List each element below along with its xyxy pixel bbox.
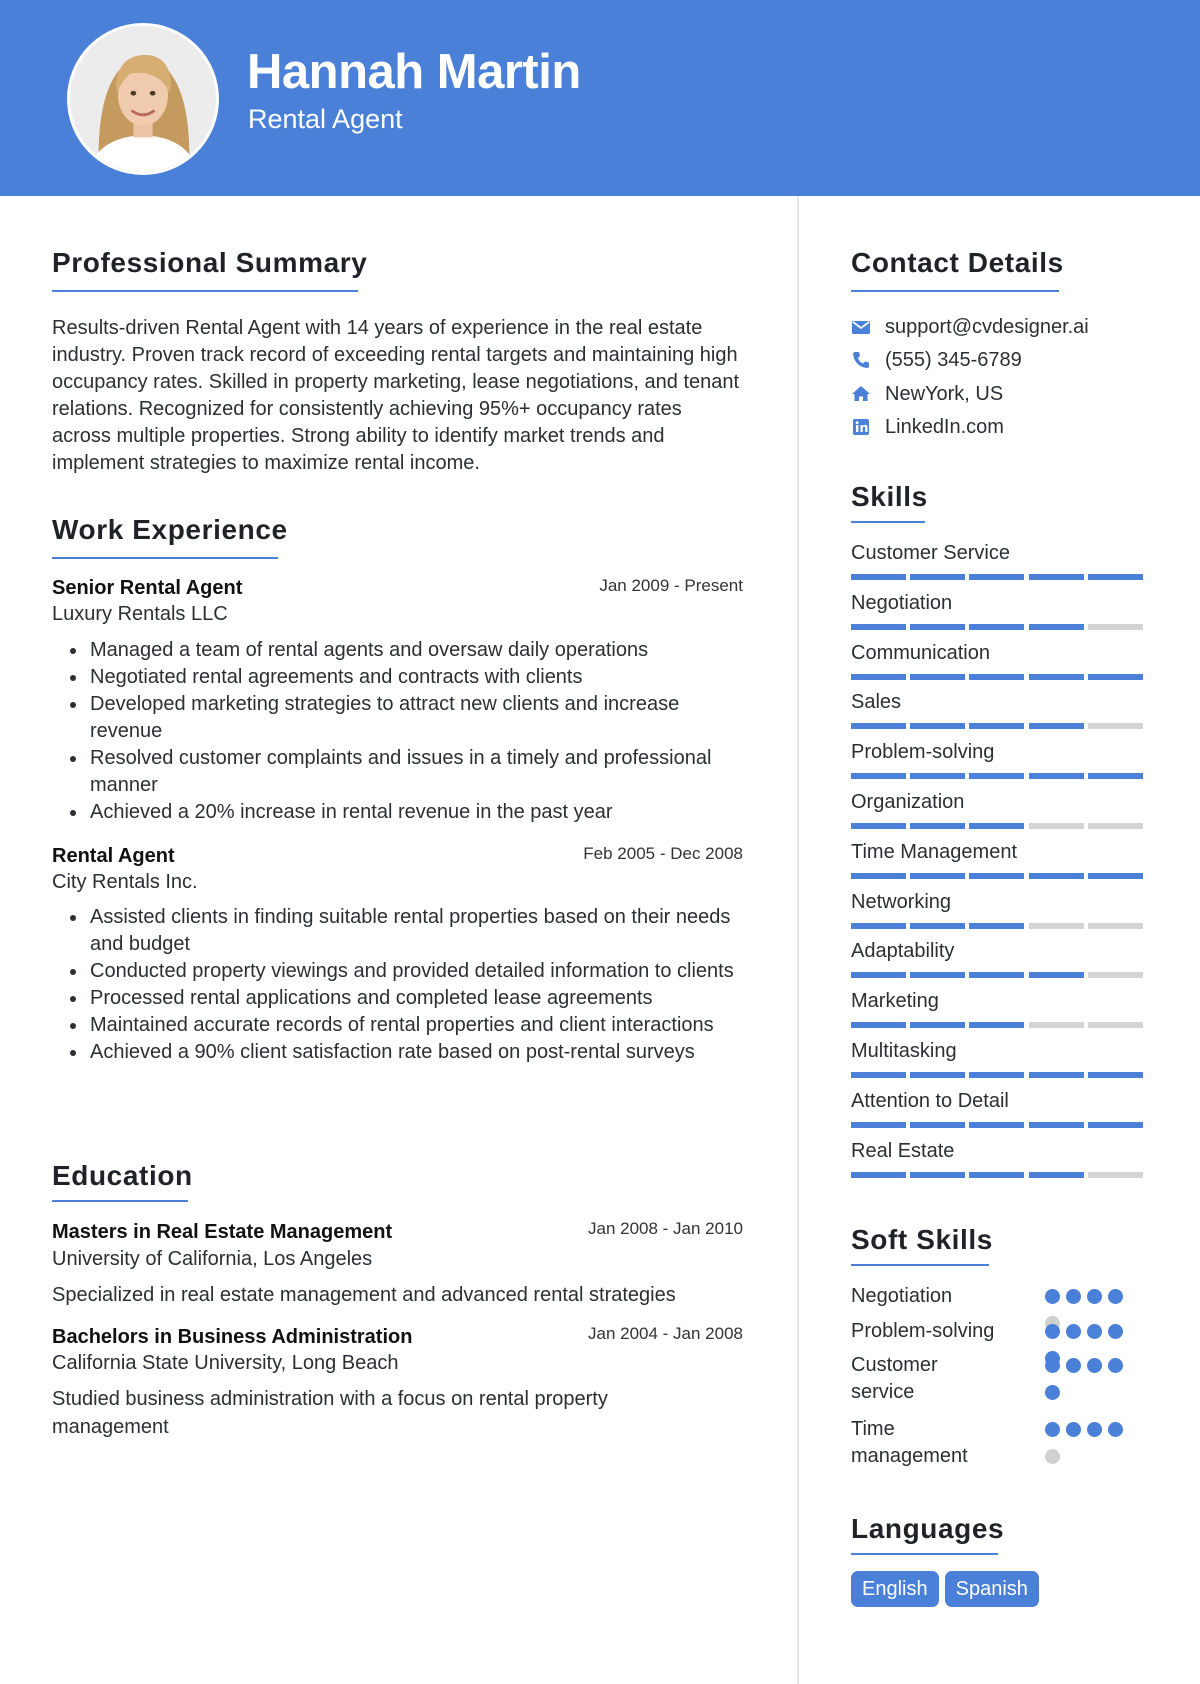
job-bullet: Negotiated rental agreements and contracts with clients — [90, 664, 750, 691]
skill-level-segment — [1088, 1022, 1143, 1028]
job-dates: Jan 2009 - Present — [599, 576, 743, 595]
job-bullet: Developed marketing strategies to attract new clients and increase revenue — [90, 691, 750, 745]
job-title: Senior Rental Agent — [52, 577, 243, 599]
edu-dates: Jan 2004 - Jan 2008 — [587, 1324, 743, 1343]
job-bullet: Achieved a 20% increase in rental revenue in the past year — [90, 799, 750, 826]
skill-label: Networking — [851, 890, 952, 913]
skill-label: Marketing — [851, 990, 939, 1013]
skill-level-segment — [910, 1022, 965, 1028]
contact-title: Contact Details — [851, 247, 1064, 278]
skill-level-segment — [910, 972, 965, 978]
rating-dot — [1108, 1422, 1123, 1437]
skill-level-segment — [1029, 972, 1084, 978]
soft-skill-label: Problem-solving — [851, 1320, 995, 1342]
skill-level-segment — [1029, 1022, 1084, 1028]
skill-level-segment — [851, 923, 906, 929]
skill-label: Sales — [851, 691, 902, 714]
contact-phone-text: (555) 345-6789 — [885, 348, 1022, 371]
experience-title: Work Experience — [52, 514, 288, 545]
skill-level-segment — [910, 674, 965, 680]
skill-label: Adaptability — [851, 940, 955, 963]
rating-dot — [1087, 1358, 1102, 1373]
edu-school: California State University, Long Beach — [52, 1352, 399, 1374]
edu-description: Studied business administration with a focus on rental property management — [52, 1388, 608, 1438]
home-icon — [851, 384, 871, 404]
skill-level-segment — [969, 923, 1024, 929]
skill-level-segment — [1029, 823, 1084, 829]
job-bullet: Processed rental applications and completed lease agreements — [90, 985, 750, 1012]
skill-level-segment — [969, 1072, 1024, 1078]
skill-level-bar — [851, 723, 1147, 729]
skill-level-segment — [910, 624, 965, 630]
edu-degree: Masters in Real Estate Management — [52, 1221, 393, 1243]
skill-level-segment — [851, 773, 906, 779]
job-bullets — [90, 904, 750, 1066]
skill-label: Time Management — [851, 840, 1017, 863]
skill-level-segment — [969, 723, 1024, 729]
skill-level-segment — [910, 873, 965, 879]
contact-phone[interactable] — [851, 346, 1022, 374]
experience-title-underline — [52, 557, 278, 559]
job-bullet: Resolved customer complaints and issues in a timely and professional manner — [90, 745, 750, 799]
header — [0, 0, 1200, 196]
candidate-role: Rental Agent — [248, 104, 403, 134]
skill-level-segment — [1029, 574, 1084, 580]
skill-level-segment — [910, 1122, 965, 1128]
summary-title: Professional Summary — [52, 247, 368, 278]
rating-dot — [1045, 1358, 1060, 1373]
skill-level-segment — [1088, 923, 1143, 929]
rating-dot — [1066, 1358, 1081, 1373]
soft-skills-title-underline — [851, 1264, 989, 1266]
skill-level-bar — [851, 873, 1147, 879]
skill-level-segment — [1029, 723, 1084, 729]
skill-level-segment — [1088, 1122, 1143, 1128]
skill-level-segment — [910, 574, 965, 580]
job-title: Rental Agent — [52, 845, 175, 867]
contact-linkedin-text: LinkedIn.com — [885, 415, 1004, 438]
language-tags — [851, 1571, 1039, 1607]
skill-label: Multitasking — [851, 1040, 957, 1062]
skill-level-segment — [1088, 972, 1143, 978]
rating-dot — [1108, 1358, 1123, 1373]
skill-level-segment — [910, 823, 965, 829]
skill-level-segment — [1088, 823, 1143, 829]
skill-level-segment — [969, 823, 1024, 829]
skill-level-bar — [851, 972, 1147, 978]
skill-level-segment — [1088, 723, 1143, 729]
skill-level-bar — [851, 823, 1147, 829]
soft-skill-label: Customer service — [851, 1354, 938, 1403]
skill-level-segment — [910, 923, 965, 929]
skill-level-segment — [1029, 674, 1084, 680]
skills-title: Skills — [851, 481, 928, 512]
phone-icon — [851, 350, 871, 370]
skill-level-segment — [1088, 773, 1143, 779]
skill-level-segment — [969, 873, 1024, 879]
skill-level-segment — [969, 1172, 1024, 1178]
education-title-underline — [52, 1200, 188, 1202]
skill-label: Attention to Detail — [851, 1089, 1009, 1112]
rating-dot — [1066, 1422, 1081, 1437]
education-title: Education — [52, 1160, 193, 1191]
language-tag: English — [851, 1571, 939, 1607]
skill-level-segment — [1029, 873, 1084, 879]
skill-level-segment — [1029, 773, 1084, 779]
skill-level-segment — [969, 773, 1024, 779]
candidate-name: Hannah Martin — [247, 45, 581, 99]
skill-level-segment — [969, 972, 1024, 978]
soft-skill-label: Time management — [851, 1418, 968, 1467]
skill-level-segment — [1029, 1072, 1084, 1078]
rating-dot — [1045, 1422, 1060, 1437]
envelope-icon — [851, 317, 871, 337]
edu-description: Specialized in real estate management and advanced rental strategies — [52, 1284, 676, 1306]
skill-level-segment — [969, 1022, 1024, 1028]
skill-level-segment — [969, 1122, 1024, 1128]
languages-title-underline — [851, 1553, 998, 1555]
skill-level-segment — [851, 574, 906, 580]
skill-level-segment — [851, 1072, 906, 1078]
skill-level-segment — [1088, 574, 1143, 580]
rating-dot — [1045, 1449, 1060, 1464]
skill-label: Real Estate — [851, 1139, 955, 1162]
skill-label: Problem-solving — [851, 741, 995, 764]
job-bullet: Maintained accurate records of rental properties and client interactions — [90, 1012, 750, 1039]
languages-title: Languages — [851, 1513, 1005, 1544]
skill-level-segment — [851, 1122, 906, 1128]
contact-location — [851, 380, 1003, 408]
job-bullet: Managed a team of rental agents and oversaw daily operations — [90, 637, 750, 664]
skill-level-segment — [1029, 923, 1084, 929]
skill-level-segment — [969, 624, 1024, 630]
skill-label: Customer Service — [851, 542, 1010, 564]
rating-dot — [1045, 1324, 1060, 1339]
summary-text: Results-driven Rental Agent with 14 years of experience in the real estate industry. Proven track record of exceeding rental targets and maintaining high occupancy rates. Skilled in property marketing, lease negotiations, and tenant relations. Recognized for consistently achieving 95%+ occupancy rates across multiple properties. Strong ability to identify market trends and implement strategies to maximize rental income. — [52, 317, 740, 474]
contact-location-text: NewYork, US — [885, 382, 1004, 405]
skill-level-segment — [969, 674, 1024, 680]
soft-skill-label: Negotiation — [851, 1285, 953, 1307]
summary-title-underline — [52, 290, 358, 292]
skill-level-segment — [851, 624, 906, 630]
skill-level-segment — [851, 873, 906, 879]
skill-level-segment — [1088, 1172, 1143, 1178]
edu-degree: Bachelors in Business Administration — [52, 1326, 413, 1348]
contact-linkedin[interactable] — [851, 413, 1004, 441]
skill-level-segment — [1088, 873, 1143, 879]
avatar — [67, 23, 219, 175]
skill-level-bar — [851, 773, 1147, 779]
rating-dot — [1066, 1324, 1081, 1339]
rating-dot — [1045, 1289, 1060, 1304]
skills-title-underline — [851, 521, 925, 523]
skill-level-segment — [910, 1172, 965, 1178]
job-bullet: Conducted property viewings and provided detailed information to clients — [90, 958, 750, 985]
skill-level-segment — [1088, 674, 1143, 680]
skill-level-segment — [851, 1022, 906, 1028]
rating-dot — [1087, 1324, 1102, 1339]
skill-level-bar — [851, 1022, 1147, 1028]
rating-dot — [1087, 1422, 1102, 1437]
skill-level-segment — [910, 773, 965, 779]
rating-dot — [1108, 1289, 1123, 1304]
skill-level-segment — [910, 1072, 965, 1078]
skill-level-segment — [910, 723, 965, 729]
skill-level-bar — [851, 674, 1147, 680]
job-company: Luxury Rentals LLC — [52, 603, 228, 625]
contact-email-text: support@cvdesigner.ai — [885, 315, 1089, 338]
column-divider — [797, 196, 799, 1684]
skill-level-segment — [851, 972, 906, 978]
soft-skills-title: Soft Skills — [851, 1224, 993, 1255]
skill-level-segment — [1088, 624, 1143, 630]
rating-dot — [1066, 1289, 1081, 1304]
skill-level-segment — [851, 823, 906, 829]
edu-dates: Jan 2008 - Jan 2010 — [587, 1219, 743, 1238]
skill-level-bar — [851, 574, 1147, 580]
skill-level-bar — [851, 1122, 1147, 1128]
skill-level-segment — [1088, 1072, 1143, 1078]
skill-label: Communication — [851, 641, 990, 664]
skill-level-segment — [1029, 1172, 1084, 1178]
skill-level-bar — [851, 1072, 1147, 1078]
skill-level-bar — [851, 923, 1147, 929]
language-tag: Spanish — [945, 1571, 1039, 1607]
portrait-photo-icon — [70, 26, 216, 172]
rating-dot — [1045, 1385, 1060, 1400]
skill-level-segment — [969, 574, 1024, 580]
skill-level-segment — [851, 1172, 906, 1178]
rating-dot — [1087, 1289, 1102, 1304]
skill-level-segment — [1029, 1122, 1084, 1128]
skill-level-segment — [851, 674, 906, 680]
job-bullet: Achieved a 90% client satisfaction rate based on post-rental surveys — [90, 1039, 750, 1066]
skill-label: Negotiation — [851, 591, 953, 614]
job-bullet: Assisted clients in finding suitable rental properties based on their needs and budget — [90, 904, 750, 958]
rating-dot — [1108, 1324, 1123, 1339]
skill-label: Organization — [851, 791, 965, 813]
skill-level-segment — [851, 723, 906, 729]
job-company: City Rentals Inc. — [52, 871, 198, 893]
skill-level-bar — [851, 1172, 1147, 1178]
linkedin-icon — [851, 417, 871, 437]
skill-level-segment — [1029, 624, 1084, 630]
contact-email[interactable] — [851, 313, 1089, 341]
edu-school: University of California, Los Angeles — [52, 1248, 373, 1270]
skill-level-bar — [851, 624, 1147, 630]
job-dates: Feb 2005 - Dec 2008 — [583, 844, 743, 863]
contact-title-underline — [851, 290, 1059, 292]
job-bullets — [90, 637, 750, 826]
